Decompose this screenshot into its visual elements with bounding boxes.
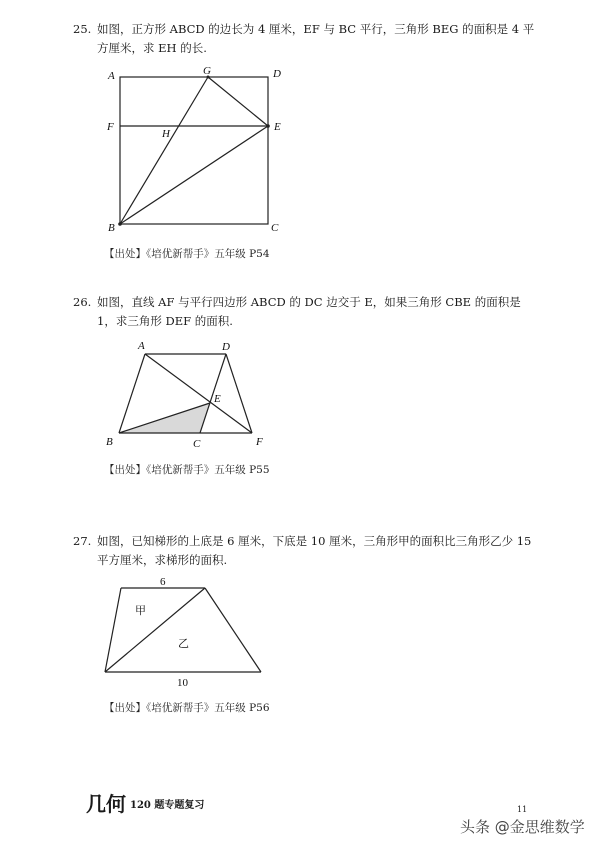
problem-number: 25. bbox=[73, 22, 92, 36]
label-bottom-base: 10 bbox=[177, 677, 188, 689]
problem-number: 26. bbox=[73, 295, 92, 309]
problem-text: 如图，已知梯形的上底是 6 厘米，下底是 10 厘米，三角形甲的面积比三角形乙少 15 平方厘米，求梯形的面积. bbox=[97, 534, 532, 567]
figure-25-square bbox=[120, 77, 268, 224]
figure-27-trapezoid bbox=[105, 588, 261, 672]
watermark: 头条 @金思维数学 bbox=[460, 818, 585, 836]
source-citation-27: 【出处】《培优新帮手》五年级 P56 bbox=[104, 702, 270, 714]
problem-text: 如图，正方形 ABCD 的边长为 4 厘米，EF 与 BC 平行，三角形 BEG 的面积是 4 平方厘米，求 EH 的长. bbox=[97, 22, 535, 55]
label-E: E bbox=[214, 393, 221, 405]
label-D: D bbox=[273, 68, 281, 80]
label-top-base: 6 bbox=[160, 576, 166, 588]
source-citation-25: 【出处】《培优新帮手》五年级 P54 bbox=[104, 248, 270, 260]
label-A: A bbox=[108, 70, 115, 82]
footer-title: 几何 bbox=[86, 792, 126, 816]
label-yi: 乙 bbox=[178, 638, 189, 650]
page-number: 11 bbox=[517, 805, 528, 814]
label-B: B bbox=[106, 436, 113, 448]
label-A: A bbox=[138, 340, 145, 352]
problem-text: 如图，直线 AF 与平行四边形 ABCD 的 DC 边交于 E，如果三角形 CBE 的面积是 1，求三角形 DEF 的面积. bbox=[97, 295, 521, 328]
label-C: C bbox=[271, 222, 279, 234]
problem-number: 27. bbox=[73, 534, 92, 548]
label-B: B bbox=[108, 222, 115, 234]
footer-subtitle: 120 题专题复习 bbox=[130, 800, 205, 811]
label-G: G bbox=[203, 65, 211, 77]
label-E: E bbox=[274, 121, 281, 133]
label-D: D bbox=[222, 341, 230, 353]
label-F: F bbox=[256, 436, 263, 448]
label-F: F bbox=[107, 121, 114, 133]
source-citation-26: 【出处】《培优新帮手》五年级 P55 bbox=[104, 464, 270, 476]
label-H: H bbox=[162, 128, 170, 140]
label-jia: 甲 bbox=[135, 605, 146, 617]
label-C: C bbox=[193, 438, 201, 450]
